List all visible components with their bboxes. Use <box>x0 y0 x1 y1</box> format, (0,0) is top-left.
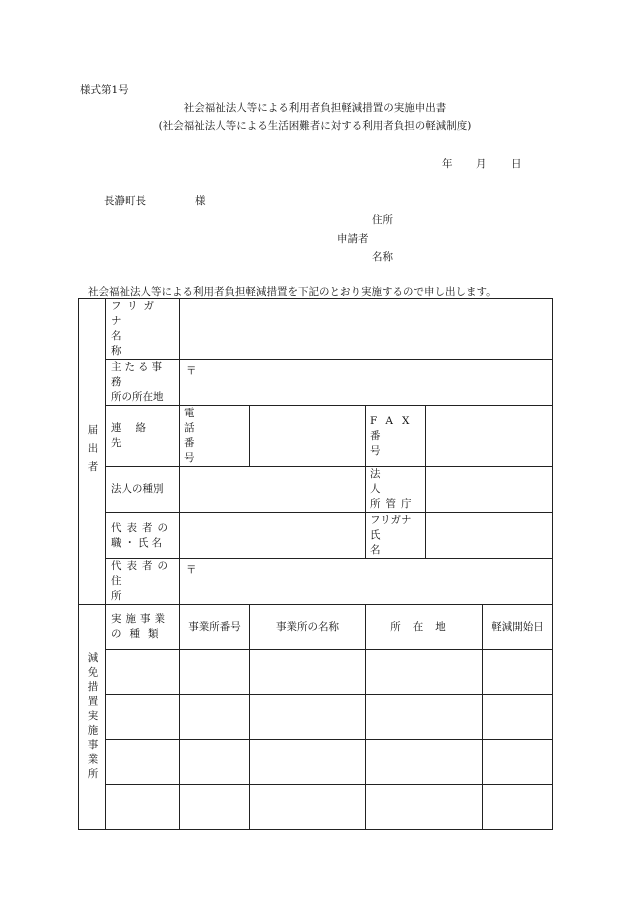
cell-start-date[interactable] <box>483 740 553 785</box>
rep-furigana-field[interactable] <box>426 513 553 559</box>
date-year: 年 <box>442 158 453 170</box>
cell-office-number[interactable] <box>180 695 250 740</box>
office-address-field[interactable] <box>180 360 553 406</box>
applicant-label: 申請者 <box>337 233 369 245</box>
cell-location[interactable] <box>366 695 483 740</box>
statement-text: 社会福祉法人等による利用者負担軽減措置を下記のとおり実施するので申し出します。 <box>88 286 497 298</box>
cell-office-number[interactable] <box>180 740 250 785</box>
cell-start-date[interactable] <box>483 785 553 830</box>
date-day: 日 <box>511 158 522 170</box>
cell-service-type[interactable] <box>106 785 180 830</box>
applicant-name-label: 名称 <box>372 251 393 263</box>
fax-field[interactable] <box>426 406 553 467</box>
cell-location[interactable] <box>366 740 483 785</box>
header-start-date: 軽減開始日 <box>483 605 553 650</box>
addressee-honorific: 様 <box>195 195 206 207</box>
header-service-type: 実施事業 の種類 <box>106 605 180 650</box>
furigana-name-label: フリガナ 名称 <box>106 299 180 360</box>
rep-furigana-label: フリガナ 氏名 <box>366 513 426 559</box>
cell-office-number[interactable] <box>180 785 250 830</box>
section-notifier-label: 届出者 <box>79 299 106 605</box>
jurisdiction-field[interactable] <box>426 467 553 513</box>
corp-type-field[interactable] <box>180 467 366 513</box>
cell-service-type[interactable] <box>106 650 180 695</box>
application-form-table <box>78 298 553 830</box>
jurisdiction-label: 法人 所管庁 <box>366 467 426 513</box>
header-location: 所在地 <box>366 605 483 650</box>
contact-label: 連絡先 <box>106 406 180 467</box>
addressee-name: 長瀞町長 <box>104 195 146 207</box>
rep-address-label: 代表者の 住所 <box>106 559 180 605</box>
page-title: 社会福祉法人等による利用者負担軽減措置の実施申出書 <box>183 102 447 114</box>
rep-address-field[interactable] <box>180 559 553 605</box>
page-subtitle: (社会福祉法人等による生活困難者に対する利用者負担の軽減制度) <box>158 120 472 132</box>
postal-mark: 〒 <box>186 365 197 377</box>
rep-title-label: 代表者の 職・氏名 <box>106 513 180 559</box>
postal-mark: 〒 <box>186 564 197 576</box>
form-number: 様式第1号 <box>80 84 129 96</box>
rep-title-field[interactable] <box>180 513 366 559</box>
fax-label: FAX 番号 <box>366 406 426 467</box>
cell-office-name[interactable] <box>250 785 366 830</box>
applicant-address-label: 住所 <box>372 214 393 226</box>
cell-start-date[interactable] <box>483 650 553 695</box>
furigana-name-field[interactable] <box>180 299 553 360</box>
cell-start-date[interactable] <box>483 695 553 740</box>
phone-field[interactable] <box>250 406 366 467</box>
cell-office-name[interactable] <box>250 695 366 740</box>
office-address-label: 主たる事務 所の所在地 <box>106 360 180 406</box>
cell-office-name[interactable] <box>250 650 366 695</box>
table-row <box>79 740 553 785</box>
cell-location[interactable] <box>366 785 483 830</box>
header-office-name: 事業所の名称 <box>250 605 366 650</box>
date-month: 月 <box>476 158 487 170</box>
section-offices-label: 減免措置実施事業所 <box>79 605 106 830</box>
phone-label: 電話 番号 <box>180 406 250 467</box>
corp-type-label: 法人の種別 <box>106 467 180 513</box>
cell-service-type[interactable] <box>106 695 180 740</box>
cell-office-number[interactable] <box>180 650 250 695</box>
table-row <box>79 785 553 830</box>
cell-office-name[interactable] <box>250 740 366 785</box>
header-office-number: 事業所番号 <box>180 605 250 650</box>
cell-service-type[interactable] <box>106 740 180 785</box>
table-row <box>79 650 553 695</box>
cell-location[interactable] <box>366 650 483 695</box>
table-row <box>79 695 553 740</box>
